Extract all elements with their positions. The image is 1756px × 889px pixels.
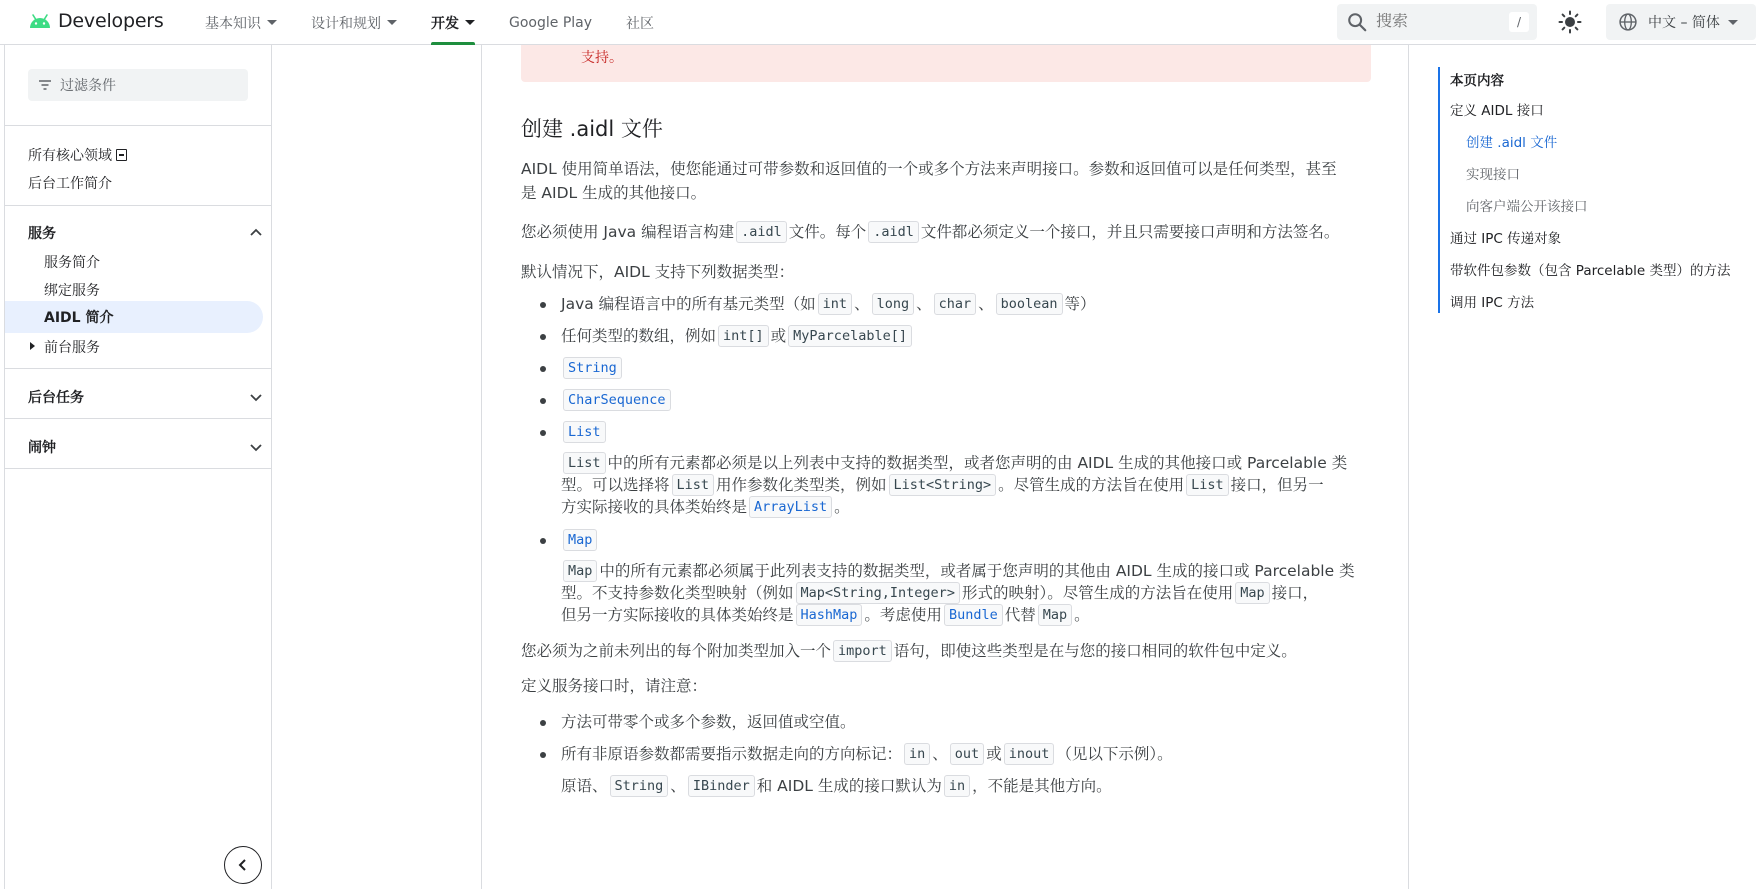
- chevron-down-icon: [248, 389, 264, 405]
- text: Java 编程语言中的所有基元类型（如: [561, 295, 816, 313]
- text: 代替: [1004, 606, 1036, 624]
- text: 形式的映射）。尽管生成的方法旨在使用: [961, 584, 1234, 602]
- text: 。考虑使用: [864, 606, 942, 624]
- paragraph: 默认情况下，AIDL 支持下列数据类型：: [521, 263, 795, 281]
- inline-code: List: [563, 452, 606, 474]
- divider: [5, 418, 272, 419]
- text: AIDL 使用简单语法，使您能通过可带参数和返回值的一个或多个方法来声明接口。参数和返回值可以是任何类型，甚至: [521, 160, 1337, 178]
- sidebar-item-label: AIDL 简介: [44, 310, 114, 326]
- nav-develop[interactable]: [431, 0, 475, 45]
- sidebar-group-label: 闹钟: [28, 440, 56, 456]
- sidebar-group-services[interactable]: [28, 223, 264, 243]
- list-description: [561, 452, 1371, 518]
- nav-label: 社区: [626, 15, 655, 32]
- chevron-left-icon: [235, 857, 251, 873]
- list-item: [561, 292, 1371, 316]
- inline-code: List: [672, 474, 715, 496]
- hashmap-link[interactable]: HashMap: [796, 604, 863, 626]
- list-item: [561, 742, 1371, 766]
- list-item: [561, 388, 1371, 412]
- globe-icon: [1618, 12, 1638, 32]
- sidebar-item-services-overview[interactable]: [44, 252, 100, 272]
- inline-code: MyParcelable[]: [788, 325, 912, 347]
- paragraph: [521, 639, 1371, 663]
- text: 、: [978, 295, 994, 313]
- toc-item-create-aidl-file[interactable]: 创建 .aidl 文件: [1466, 135, 1558, 151]
- text: 是 AIDL 生成的其他接口。: [521, 184, 707, 202]
- theme-toggle-button[interactable]: [1555, 7, 1585, 37]
- content-edge: [481, 45, 482, 889]
- sidebar-link-label: 所有核心领域: [28, 148, 112, 164]
- text: 原语、: [561, 777, 608, 795]
- toc-item-pass-objects-ipc[interactable]: 通过 IPC 传递对象: [1450, 231, 1562, 247]
- sidebar-group-background-tasks[interactable]: [28, 387, 264, 407]
- charsequence-link[interactable]: CharSequence: [563, 389, 671, 411]
- arraylist-link[interactable]: ArrayList: [749, 496, 832, 518]
- paragraph: [521, 220, 1371, 244]
- sidebar-link-all-core-areas[interactable]: [28, 145, 127, 165]
- toc-title: 本页内容: [1450, 73, 1504, 89]
- warning-callout: [521, 45, 1371, 82]
- logo-text: Developers: [58, 10, 164, 32]
- chevron-up-icon: [248, 225, 264, 241]
- sun-icon: [1558, 10, 1582, 34]
- developers-logo[interactable]: [28, 9, 164, 33]
- nav-label: Google Play: [509, 14, 593, 31]
- text: 文件都必须定义一个接口，并且只需要接口声明和方法签名。: [920, 223, 1340, 241]
- text: 所有非原语参数都需要指示数据走向的方向标记：: [561, 745, 903, 763]
- filter-input[interactable]: [28, 69, 248, 101]
- text: 任何类型的数组，例如: [561, 327, 717, 345]
- inline-code: .aidl: [868, 221, 919, 243]
- text: 用作参数化类型类，例如: [716, 476, 887, 494]
- inline-code: int[]: [718, 325, 769, 347]
- map-link[interactable]: Map: [563, 529, 597, 551]
- search-icon: [1346, 11, 1368, 33]
- text: 您必须使用 Java 编程语言构建: [521, 223, 735, 241]
- text: 。: [834, 498, 850, 516]
- paragraph: 定义服务接口时，请注意：: [521, 677, 708, 695]
- sidebar-group-label: 服务: [28, 226, 56, 242]
- map-description: [561, 560, 1371, 626]
- inline-code: Map: [1038, 604, 1072, 626]
- chevron-down-icon: [267, 20, 277, 25]
- nav-google-play[interactable]: [509, 0, 592, 45]
- toc-item-define-aidl[interactable]: 定义 AIDL 接口: [1450, 103, 1544, 119]
- inline-code: char: [934, 293, 977, 315]
- inline-code: long: [872, 293, 915, 315]
- expand-arrow-icon[interactable]: [30, 342, 35, 350]
- toc-item-expose-interface[interactable]: 向客户端公开该接口: [1466, 199, 1588, 215]
- text: 中的所有元素都必须属于此列表支持的数据类型，或者属于您声明的其他由 AIDL 生成的接口或 Parcelable 类: [599, 562, 1355, 580]
- toc-item-bundle-parameters[interactable]: 带软件包参数（包含 Parcelable 类型）的方法: [1450, 263, 1731, 279]
- text: 接口，但另一: [1230, 476, 1324, 494]
- text: 中的所有元素都必须是以上列表中支持的数据类型，或者您声明的由 AIDL 生成的其他接口或 Parcelable 类: [607, 454, 1348, 472]
- search-box[interactable]: [1337, 4, 1537, 40]
- text: 。尽管生成的方法旨在使用: [998, 476, 1185, 494]
- nav-basics[interactable]: [205, 0, 277, 45]
- filter-placeholder: 过滤条件: [60, 78, 116, 94]
- text: （见以下示例）。: [1056, 745, 1173, 763]
- inline-code: .aidl: [736, 221, 787, 243]
- warning-text: 支持。: [581, 50, 623, 66]
- language-label: 中文 – 简体: [1648, 15, 1720, 31]
- search-input[interactable]: [1376, 13, 1496, 31]
- sidebar-item-label: 绑定服务: [44, 283, 100, 299]
- divider: [5, 125, 272, 126]
- collapse-sidebar-button[interactable]: [224, 846, 262, 884]
- sidebar-edge: [4, 45, 5, 889]
- toc-item-call-ipc-method[interactable]: 调用 IPC 方法: [1450, 295, 1535, 311]
- sidebar-link-background-work[interactable]: [28, 173, 112, 193]
- nav-label: 设计和规划: [311, 15, 381, 32]
- sidebar-group-alarms[interactable]: [28, 437, 264, 457]
- nav-label: 开发: [431, 15, 459, 32]
- list-description: [561, 774, 1371, 798]
- text: 或: [770, 327, 787, 345]
- inline-code: Map<String,Integer>: [796, 582, 960, 604]
- inline-code: IBinder: [688, 775, 755, 797]
- list-item: [561, 528, 1371, 552]
- list-item: [561, 324, 1371, 348]
- text: 或: [986, 745, 1002, 763]
- sidebar-item-foreground-services[interactable]: [44, 337, 100, 357]
- nav-community[interactable]: [626, 0, 654, 45]
- inline-code: List<String>: [889, 474, 997, 496]
- inline-code: in: [904, 743, 930, 765]
- inline-code: String: [610, 775, 669, 797]
- list-link[interactable]: List: [563, 421, 606, 443]
- text: 方实际接收的具体类始终是: [561, 498, 748, 516]
- text: 、: [932, 745, 948, 763]
- toc-edge: [1408, 45, 1409, 889]
- inline-code: inout: [1004, 743, 1055, 765]
- divider: [5, 468, 272, 469]
- android-icon: [28, 13, 52, 29]
- left-sidebar: [0, 45, 272, 889]
- chevron-down-icon: [387, 20, 397, 25]
- search-shortcut-hint: /: [1509, 12, 1529, 32]
- inline-code: int: [818, 293, 852, 315]
- text: 型。不支持参数化类型映射（例如: [561, 584, 794, 602]
- inline-code: Map: [563, 560, 597, 582]
- text: ，不能是其他方向。: [972, 777, 1112, 795]
- string-link[interactable]: String: [563, 357, 622, 379]
- divider: [5, 205, 272, 206]
- sidebar-item-label: 服务简介: [44, 255, 100, 271]
- section-heading: 创建 .aidl 文件: [521, 117, 663, 141]
- divider: [5, 368, 272, 369]
- sidebar-item-bound-services[interactable]: [44, 280, 100, 300]
- text: 、: [854, 295, 870, 313]
- top-nav: [205, 0, 688, 45]
- list-item: 方法可带零个或多个参数，返回值或空值。: [561, 710, 1371, 734]
- inline-code: List: [1186, 474, 1229, 496]
- text: 、: [670, 777, 686, 795]
- text: 和 AIDL 生成的接口默认为: [756, 777, 942, 795]
- inline-code: out: [950, 743, 984, 765]
- collapse-all-icon: [116, 149, 127, 161]
- toc-item-implement-interface[interactable]: 实现接口: [1466, 167, 1520, 183]
- text: 接口，: [1271, 584, 1319, 602]
- chevron-down-icon: [1728, 20, 1738, 25]
- chevron-down-icon: [465, 20, 475, 25]
- nav-label: 基本知识: [205, 15, 261, 32]
- text: 但另一方实际接收的具体类始终是: [561, 606, 794, 624]
- nav-design[interactable]: [311, 0, 397, 45]
- inline-code: in: [944, 775, 970, 797]
- inline-code: Map: [1235, 582, 1269, 604]
- text: 、: [916, 295, 932, 313]
- list-item: [561, 356, 1371, 380]
- text: 型。可以选择将: [561, 476, 670, 494]
- bundle-link[interactable]: Bundle: [944, 604, 1003, 626]
- text: 您必须为之前未列出的每个附加类型加入一个: [521, 642, 832, 660]
- paragraph: [521, 157, 1371, 205]
- inline-code: import: [833, 640, 892, 662]
- sidebar-item-aidl-overview[interactable]: [5, 301, 263, 333]
- sidebar-item-label: 前台服务: [44, 340, 100, 356]
- filter-icon: [38, 78, 52, 92]
- language-selector[interactable]: [1606, 4, 1756, 40]
- inline-code: boolean: [996, 293, 1063, 315]
- text: 语句，即使这些类型是在与您的接口相同的软件包中定义。: [893, 642, 1297, 660]
- list-item: [561, 420, 1371, 444]
- text: 文件。每个: [788, 223, 867, 241]
- top-header: [0, 0, 1756, 45]
- text: 等）: [1064, 295, 1096, 313]
- text: 。: [1074, 606, 1090, 624]
- sidebar-group-label: 后台任务: [28, 390, 84, 406]
- sidebar-link-label: 后台工作简介: [28, 176, 112, 192]
- chevron-down-icon: [248, 439, 264, 455]
